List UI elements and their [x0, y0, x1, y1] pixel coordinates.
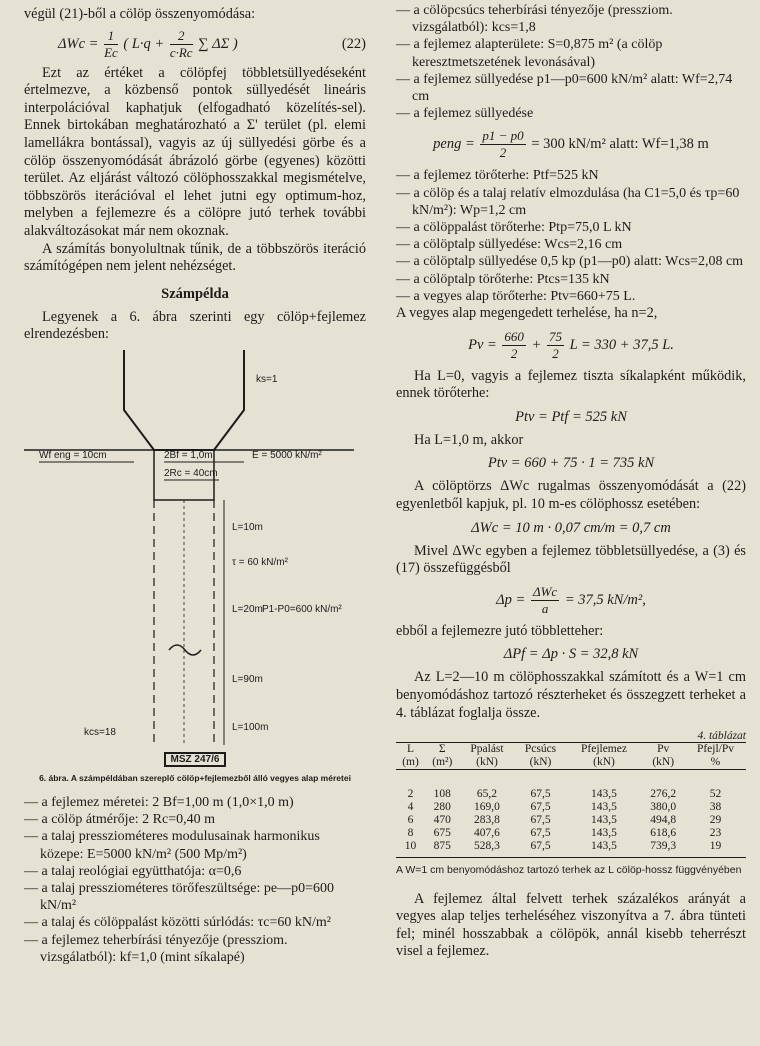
paragraph-1: Ezt az értéket a cölöpfej többletsüllyedéseként értelmezve, a közbenső pontok süllyedését lineáris interpolációval kaphatjuk (elfogadható közelítés-sel). Ennek birtokában meghatározható a Σ' terület (pl. elemi lamellákra bontással), vagyis az új süllyedési görbe és a cölöp összenyomódását ábrázoló görbe (egyenes) közötti terület. Az eljárást változó cölöphosszakkal megismételve, többszörös iterációval el lehet jutni egy optimum-hoz, melyben a fejlemezre és a cölöpre jutó terhek további alakváltozásokat már nem okoznak. [24, 64, 366, 239]
parameter-item: — a fejlemez teherbírási tényezője (pressziom. vizsgálatból): kf=1,0 (mint síkalapé) [24, 932, 288, 965]
section-heading: Számpélda [161, 285, 229, 302]
table-cell: 4 [407, 801, 414, 814]
parameter-item: — a cölöppalást törőterhe: Ptp=75,0 L kN [396, 220, 632, 236]
table-cell: 143,5 [591, 814, 617, 827]
table-header-cell: Ppalást (kN) [470, 743, 504, 769]
label-ks: ks=1 [256, 373, 278, 385]
table-header-cell: Pfejl/Pv % [696, 743, 734, 769]
table-cell: 52 [709, 788, 722, 801]
paragraph-r5: Mivel ΔWc egyben a fejlemez többletsüllyedése, a (3) és (17) összefüggésből [396, 542, 746, 577]
table-cell: 528,3 [474, 840, 500, 853]
parameter-item: — a fejlemez méretei: 2 Bf=1,00 m (1,0×1,0 m) [24, 794, 294, 810]
parameter-item: — a cölöpcsúcs teherbírási tényezője (pressziom. vizsgálatból): kcs=1,8 [396, 3, 673, 36]
label-e: E = 5000 kN/m² [252, 449, 322, 461]
equation-dwc: ΔWc = 10 m · 0,07 cm/m = 0,7 cm [471, 519, 671, 536]
eq22-mid: ( L·q + [123, 35, 165, 52]
table-cell: 67,5 [530, 801, 551, 814]
table-cell: 276,2 [650, 788, 677, 801]
paragraph-r6: ebből a fejlemezre jutó többletteher: [396, 622, 604, 639]
parameter-list-left [24, 794, 366, 966]
table-cell: 65,2 [476, 788, 498, 801]
parameter-item: — a vegyes alap törőterhe: Ptv=660+75 L. [396, 288, 636, 304]
table-header-cell: Pv (kN) [652, 743, 675, 769]
table-row [396, 827, 746, 840]
eq22-tail: ∑ ΔΣ ) [198, 35, 238, 52]
table-cell: 618,6 [650, 827, 677, 840]
figure-caption: 6. ábra. A számpéldában szereplő cölöp+fejlemezből álló vegyes alap méretei [39, 772, 351, 783]
equation-ptv2: Ptv = 660 + 75 · 1 = 735 kN [487, 455, 655, 472]
paragraph-r7: Az L=2—10 m cölöphosszakkal számított és a W=1 cm benyomódáshoz tartozó részterheket és összegzett terheket a 4. táblázat foglalja össze. [396, 669, 746, 721]
pile-cap-outline [124, 350, 244, 450]
equation-dpf: ΔPf = Δp · S = 32,8 kN [503, 646, 639, 663]
table-cell: 67,5 [530, 827, 551, 840]
parameter-item: — a fejlemez süllyedése [396, 106, 534, 122]
label-rc: 2Rc = 40cm [164, 467, 218, 479]
table-cell: 29 [709, 814, 722, 827]
label-bf: 2Bf = 1,0m [164, 449, 213, 461]
label-l20: L=20m [232, 603, 263, 615]
table-cell: 143,5 [591, 801, 617, 814]
table-cell: 283,8 [474, 814, 500, 827]
equation-ptv1: Ptv = Ptf = 525 kN [515, 408, 627, 425]
table-row [396, 801, 746, 814]
paragraph-r2: Ha L=0, vagyis a fejlemez tiszta síkalapként működik, ennek törőterhe: [396, 367, 746, 402]
table-cell: 38 [709, 801, 722, 814]
table-row [396, 840, 746, 853]
paragraph-3: Legyenek a 6. ábra szerinti egy cölöp+fejlemez elrendezésben: [24, 308, 366, 343]
parameter-item: — a fejlemez süllyedése p1—p0=600 kN/m² alatt: Wf=2,74 cm [396, 71, 733, 105]
standard-stamp: MSZ 247/6 [164, 752, 226, 767]
parameter-item: — a talaj és cölöppalást közötti súrlódás: τc=60 kN/m² [24, 915, 331, 931]
equation-peng: peng = $\frac{p1 - p0}{2}$ = 300 kN/m² alatt: Wf=1,38 m [433, 128, 709, 161]
table-title: 4. táblázat [697, 730, 746, 743]
label-kcs: kcs=18 [84, 726, 116, 738]
table-cell: 280 [433, 801, 451, 814]
table-cell: 380,0 [650, 801, 677, 814]
parameter-item: — a cölöptalp törőterhe: Ptcs=135 kN [396, 271, 610, 287]
table-header-cell: Pcsúcs (kN) [524, 743, 557, 769]
table-cell: 675 [433, 827, 451, 840]
parameter-item: — a fejlemez törőterhe: Ptf=525 kN [396, 168, 599, 184]
paragraph-r1: A vegyes alap megengedett terhelése, ha n=2, [396, 305, 658, 322]
table-cell: 875 [433, 840, 451, 853]
table-cell: 67,5 [530, 814, 551, 827]
parameter-item: — a talaj pressziométeres modulusainak harmonikus közepe: E=5000 kN/m² (500 Mp/m²) [24, 829, 320, 862]
label-pp: P1-P0=600 kN/m² [262, 603, 342, 615]
table-cell: 108 [433, 788, 451, 801]
right-column [396, 0, 746, 961]
table-cell: 2 [407, 788, 414, 801]
table-cell: 143,5 [591, 840, 617, 853]
table-cell: 67,5 [530, 788, 551, 801]
label-l10: L=10m [232, 521, 263, 533]
label-l90: L=90m [232, 673, 263, 685]
table-header-cell: Σ (m²) [432, 743, 453, 769]
table-header-cell: Pfejlemez (kN) [580, 743, 627, 769]
table-cell: 739,3 [650, 840, 677, 853]
paragraph-2: A számítás bonyolultnak tűnik, de a többszörös iteráció számítógépen nem jelent nehézséget. [24, 240, 366, 275]
paragraph-r4: A cölöptörzs ΔWc rugalmas összenyomódását a (22) egyenletből kapjuk, pl. 10 m-es cölöphossz esetében: [396, 478, 746, 513]
eq22-lhs: ΔWc = [58, 35, 99, 52]
parameter-item: — a cölöp és a talaj relatív elmozdulása (ha C1=5,0 és τp=60 kN/m²): Wp=1,2 cm [396, 185, 740, 218]
parameter-item: — a cölöptalp süllyedése 0,5 kp (p1—p0) alatt: Wcs=2,08 cm [396, 254, 744, 270]
left-column [24, 0, 366, 966]
table-row [396, 788, 746, 801]
table-4 [396, 730, 746, 877]
label-weng: Wf eng = 10cm [39, 449, 107, 461]
intro-line: végül (21)-ből a cölöp összenyomódása: [24, 6, 256, 22]
equation-pv: Pv = $\frac{660}{2}$ + $\frac{75}{2}$ L = 330 + 37,5 L. [468, 328, 674, 361]
table-row [396, 814, 746, 827]
parameter-list-right-2 [396, 167, 746, 305]
table-cell: 67,5 [530, 840, 551, 853]
parameter-item: — a talaj reológiai együtthatója: α=0,6 [24, 863, 242, 879]
table-cell: 143,5 [591, 827, 617, 840]
table-cell: 169,0 [474, 801, 500, 814]
pile-diagram [24, 350, 366, 750]
paragraph-r3: Ha L=1,0 m, akkor [414, 431, 524, 448]
table-cell: 143,5 [591, 788, 617, 801]
label-l100: L=100m [232, 721, 269, 733]
parameter-list-right-1 [396, 2, 746, 122]
parameter-item: — a cölöp átmérője: 2 Rc=0,40 m [24, 812, 216, 828]
equation-22 [24, 28, 366, 61]
table-cell: 6 [407, 814, 414, 827]
table-cell: 470 [433, 814, 451, 827]
table-cell: 10 [404, 840, 417, 853]
paragraph-r8: A fejlemez által felvett terhek százalékos arányát a vegyes alap teljes terheléséhez viszonyítva a 7. ábra tünteti fel; minél hosszabbak a cölöpök, annál kisebb teherrészt visel a fejlemez. [396, 890, 746, 960]
table-note: A W=1 cm benyomódáshoz tartozó terhek az L cölöp-hossz függvényében [396, 864, 742, 877]
table-cell: 407,6 [474, 827, 500, 840]
parameter-item: — a cölöptalp süllyedése: Wcs=2,16 cm [396, 237, 623, 253]
equation-dp: Δp = $\frac{\text{ΔWc}}{a}$ = 37,5 kN/m², [496, 583, 646, 616]
pile-break-mark [169, 645, 201, 655]
table-header-cell: L (m) [402, 743, 419, 769]
label-tau: τ = 60 kN/m² [232, 556, 288, 568]
table-cell: 23 [709, 827, 722, 840]
table-cell: 8 [407, 827, 414, 840]
eq22-frac2: $\frac{2}{c\cdot Rc}$ [169, 27, 193, 60]
equation-number: (22) [341, 35, 366, 52]
parameter-item: — a fejlemez alapterülete: S=0,875 m² (a cölöp keresztmetszetének levonásával) [396, 37, 663, 70]
eq22-frac1: $\frac{1}{Ec}$ [104, 27, 118, 60]
table-cell: 19 [709, 840, 722, 853]
table-cell: 494,8 [650, 814, 677, 827]
parameter-item: — a talaj pressziométeres törőfeszültsége: pe—p0=600 kN/m² [24, 880, 334, 914]
